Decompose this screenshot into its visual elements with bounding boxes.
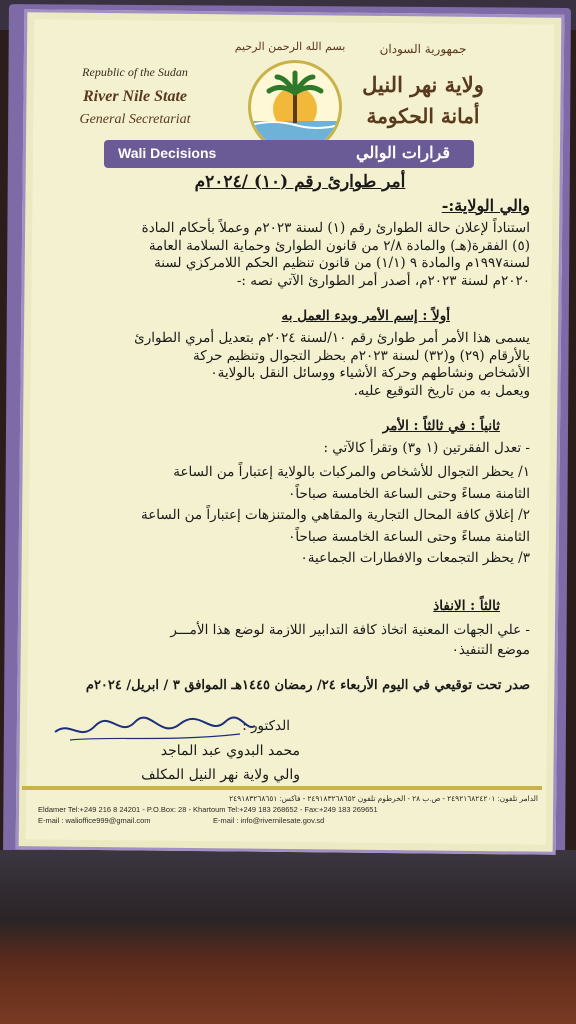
signature-doctor-label: الدكتور : (242, 718, 290, 734)
section-2-items (30, 462, 530, 570)
signatory-name: محمد البدوي عبد الماجد (160, 743, 300, 759)
order-title: أمر طوارئ رقم (١٠) /٢٠٢٤م (194, 172, 406, 192)
basmala: بسم الله الرحمن الرحيم (234, 40, 346, 53)
header-en-country: Republic of the Sudan (82, 65, 188, 79)
preamble-line: (٥) الفقرة(هـ) والمادة ٢/٨ من قانون الطوارئ وحماية السلامة العامة (148, 237, 530, 254)
section-3-line: - علي الجهات المعنية اتخاذ كافة التدابير اللازمة لوضع هذا الأمـــر (170, 622, 530, 638)
header-ar-state: ولاية نهر النيل (362, 72, 484, 97)
section-1-line: يسمى هذا الأمر أمر طوارئ رقم ١٠/لسنة ٢٠٢٤م بتعديل أمري الطوارئ (134, 330, 530, 346)
header-ar-country: جمهورية السودان (379, 42, 467, 56)
addressee: والي الولاية:- (441, 196, 530, 215)
preamble-line: ٢٠٢٠م لسنة ٢٠٢٣م، أصدر أمر الطوارئ الآتي نصه :- (236, 272, 530, 289)
header-en-state: River Nile State (83, 88, 187, 105)
issue-date: صدر تحت توقيعي في اليوم الأربعاء ٢٤/ رمضان ١٤٤٥هـ الموافق ٣ / ابريل/ ٢٠٢٤م (85, 678, 530, 693)
footer-line-ar: الدامر تلفون: ٢٤٩٢١٦٨٢٤٢٠١ - ص.ب ٢٨ - الخرطوم تلفون ٢٤٩١٨٣٢٦٨٦٥٢ - فاكس: ٢٤٩١٨٣٢٦٨٦٥١ (229, 794, 538, 803)
signatory-role: والي ولاية نهر النيل المكلف (141, 767, 300, 783)
header-en-dept: General Secretariat (79, 112, 191, 127)
section-2-item: ٢/ إغلاق كافة المحال التجارية والمقاهي والمتنزهات إعتباراً من الساعة (141, 507, 530, 524)
preamble-line: لسنة١٩٩٧م والمادة ٩ (١/١) من قانون تنظيم الحكم اللامركزي لسنة (154, 255, 530, 272)
section-2-item: ٣/ يحظر التجمعات والافطارات الجماعية٠ (300, 550, 530, 567)
banner-en: Wali Decisions (118, 145, 217, 161)
section-2-item: الثامنة مساءً وحتى الساعة الخامسة صباحاً٠ (288, 485, 530, 502)
preamble (30, 220, 530, 290)
section-1-line: ويعمل به من تاريخ التوقيع عليه. (353, 382, 530, 399)
section-2-title: ثانياً : في ثالثاً : الأمر (382, 418, 500, 434)
section-2-intro: - تعدل الفقرتين (١ و٣) وتقرأ كالآتي : (323, 440, 530, 456)
section-3-title: ثالثاً : الانفاذ (433, 598, 500, 614)
header-ar-dept: أمانة الحكومة (366, 104, 480, 128)
preamble-line: استناداً لإعلان حالة الطوارئ رقم (١) لسنة ٢٠٢٣م وعملاً بأحكام المادة (141, 220, 530, 236)
section-2-item: الثامنة مساءً وحتى الساعة الخامسة صباحاً٠ (288, 528, 530, 545)
footer-line-en: Eldamer Tel:+249 216 8 24201 - P.O.Box: 28 - Khartoum Tel:+249 183 268652 - Fax:+249 183 269651 (38, 805, 378, 814)
footer-email-line: E-mail : walioffice999@gmail.com E-mail : info@rivernilesate.gov.sd (38, 816, 325, 825)
section-1-line: الأشخاص ونشاطهم وحركة الأشياء ووسائل النقل بالولاية٠ (210, 365, 530, 382)
section-3 (30, 620, 530, 661)
section-3-line: موضع التنفيذ٠ (451, 642, 530, 659)
section-1-line: بالأرقام (٢٩) و(٣٢) لسنة ٢٠٢٣م بحظر التجوال وتنظيم حركة (193, 347, 530, 364)
palm-tree-emblem-icon (251, 63, 339, 151)
decisions-banner (104, 140, 474, 168)
section-1 (30, 330, 530, 400)
banner-ar: قرارات الوالي (356, 143, 450, 162)
footer-contacts (38, 794, 538, 827)
table-surface (0, 850, 576, 1024)
section-1-title: أولاً : إسم الأمر وبدء العمل به (281, 308, 450, 324)
footer-divider (22, 786, 542, 790)
section-2-item: ١/ يحظر التجوال للأشخاص والمركبات بالولاية إعتباراً من الساعة (173, 464, 530, 480)
